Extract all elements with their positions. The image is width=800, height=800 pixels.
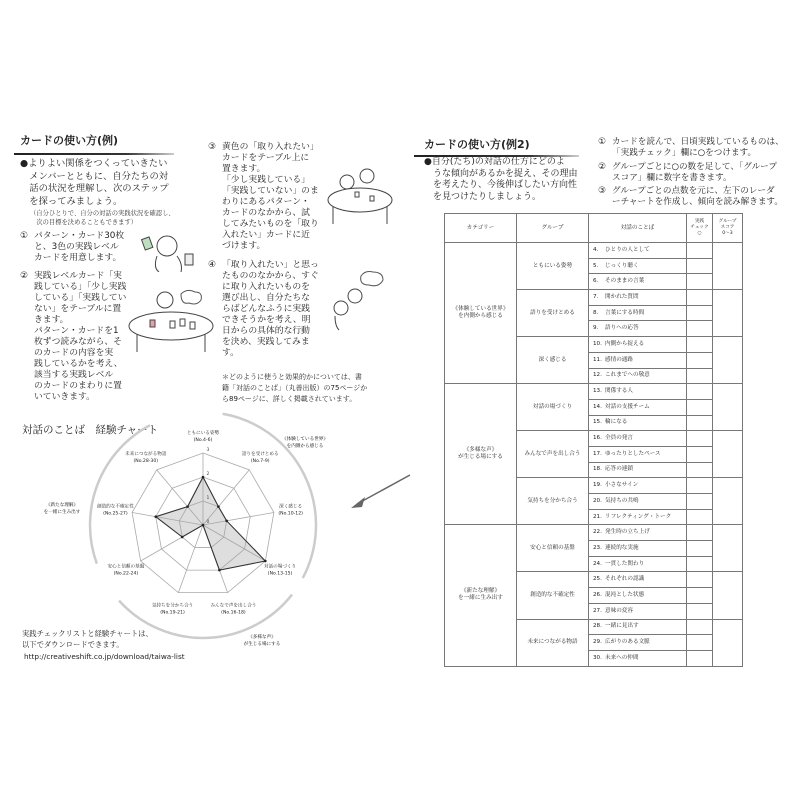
item-number: 22. [593, 529, 602, 536]
item-number: 10. [593, 340, 602, 347]
practice-check-cell[interactable] [687, 431, 713, 447]
step-4 [208, 260, 328, 359]
item-label: 小さなサイン [605, 482, 639, 489]
table-row [445, 243, 743, 259]
header-score: グループ スコア 0〜3 [713, 214, 743, 243]
word-cell [589, 635, 687, 651]
step-text: カードを読んで、日頃実践しているものは、 「実践チェック」欄に○をつけます。 [612, 137, 784, 158]
tick-label: 1 [206, 496, 210, 501]
item-label: そのままの言葉 [605, 278, 645, 285]
word-cell [589, 274, 687, 290]
left-intro-note: （自分ひとりで、自分の対話の実践状況を確認し、 次の目標を決めることもできます） [30, 210, 175, 226]
practice-check-table [444, 213, 743, 667]
category-cell: 《体験している世界》 を内側から感じる [445, 243, 517, 384]
axis-sublabel: (No.4-6) [193, 438, 213, 443]
data-point [154, 515, 157, 518]
category-label: 《新たな理解》 [45, 503, 79, 508]
left-heading: カードの使い方(例) [20, 134, 119, 147]
group-score-cell[interactable] [713, 243, 743, 290]
step-text: 黄色の「取り入れたい」 カードをテーブル上に 置きます。 「少し実践している」 「実践していない」のま わりにあるパターン・ カードのなかから、試 してみたいものを「取り 入れたい」カードに近 づけます。 [222, 142, 319, 251]
practice-check-cell[interactable] [687, 556, 713, 572]
axis-label: みんなで声を出し合う [210, 603, 257, 609]
practice-check-cell[interactable] [687, 572, 713, 588]
word-cell [589, 525, 687, 541]
item-number: 19. [593, 482, 602, 489]
practice-check-cell[interactable] [687, 305, 713, 321]
practice-check-cell[interactable] [687, 415, 713, 431]
item-number: 17. [593, 450, 602, 457]
word-cell [589, 415, 687, 431]
item-label: 意味の変容 [605, 607, 633, 614]
left-intro: ●よりよい関係をつくっていきたい メンバーとともに、自分たちの対 話の状況を理解し、次のステップ を探ってみましょう。 [20, 158, 169, 207]
right-step-1 [598, 137, 792, 159]
group-score-cell[interactable] [713, 478, 743, 525]
chart-title: 対話のことば 経験チャート [22, 424, 159, 436]
tick-label: 3 [206, 448, 210, 453]
practice-check-cell[interactable] [687, 478, 713, 494]
word-cell [589, 431, 687, 447]
step-number: ② [20, 271, 28, 281]
item-label: 広がりのある文脈 [605, 639, 650, 646]
step-number: ④ [208, 260, 216, 270]
word-cell [589, 368, 687, 384]
axis-sublabel: (No.13-15) [267, 571, 293, 577]
group-score-cell[interactable] [713, 619, 743, 666]
category-label: が生じる場にする [243, 642, 281, 647]
download-text: 実践チェックリストと経験チャートは、 以下でダウンロードできます。 [22, 629, 153, 649]
item-label: じっくり聴く [605, 262, 639, 269]
word-cell [589, 494, 687, 510]
category-arc [90, 425, 150, 563]
practice-check-cell[interactable] [687, 525, 713, 541]
right-step-3 [598, 186, 792, 208]
person-with-cards-illustration [135, 232, 210, 272]
right-heading: カードの使い方(例2) [424, 138, 530, 151]
data-point [202, 476, 205, 479]
item-number: 30. [593, 654, 602, 661]
item-number: 27. [593, 607, 602, 614]
item-label: 発生時の立ち上げ [605, 529, 650, 536]
group-cell: 対話の場づくり [517, 384, 589, 431]
header-category: カテゴリー [445, 214, 517, 243]
practice-check-cell[interactable] [687, 258, 713, 274]
group-score-cell[interactable] [713, 525, 743, 572]
item-label: ゆったりとしたペース [605, 450, 661, 457]
word-cell [589, 619, 687, 635]
item-label: 開かれた質問 [605, 293, 639, 300]
word-cell [589, 556, 687, 572]
practice-check-cell[interactable] [687, 603, 713, 619]
group-score-cell[interactable] [713, 290, 743, 337]
item-number: 23. [593, 544, 602, 551]
group-cell: 安心と信頼の基盤 [517, 525, 589, 572]
header-check: 実践 チェック ○ [687, 214, 713, 243]
item-number: 20. [593, 497, 602, 504]
group-score-cell[interactable] [713, 384, 743, 431]
data-point [217, 505, 220, 508]
item-number: 11. [593, 356, 602, 363]
step-number: ③ [208, 142, 216, 152]
item-number: 7. [593, 293, 599, 300]
radar-chart [0, 400, 410, 660]
tick-label: 2 [206, 472, 210, 477]
download-url[interactable]: http://creativeshift.co.jp/download/taiwa-list [24, 652, 185, 661]
word-cell [589, 650, 687, 666]
axis-sublabel: (No.7-9) [250, 458, 270, 464]
item-label: 連続的な実施 [605, 544, 639, 551]
group-score-cell[interactable] [713, 572, 743, 619]
item-label: これまでへの敬意 [605, 372, 650, 379]
item-label: 混沌とした状態 [605, 591, 645, 598]
group-cell: ともにいる姿勢 [517, 243, 589, 290]
item-number: 9. [593, 325, 599, 332]
word-cell [589, 352, 687, 368]
data-point [181, 536, 184, 539]
header-group: グループ [517, 214, 589, 243]
item-label: 一貫した関わり [605, 560, 645, 567]
practice-check-cell[interactable] [687, 321, 713, 337]
item-label: 内側から捉える [605, 340, 645, 347]
word-cell [589, 321, 687, 337]
step-2 [20, 271, 132, 403]
word-cell [589, 541, 687, 557]
practice-check-cell[interactable] [687, 337, 713, 353]
item-number: 12. [593, 372, 602, 379]
word-cell [589, 305, 687, 321]
item-number: 16. [593, 435, 602, 442]
header-words: 対話のことば [589, 214, 687, 243]
item-number: 15. [593, 419, 602, 426]
axis-sublabel: (No.10-12) [278, 511, 303, 517]
item-number: 13. [593, 388, 602, 395]
axis-label: 未来につながる物語 [125, 451, 167, 457]
item-number: 6. [593, 278, 599, 285]
category-cell: 《多様な声》 が生じる場にする [445, 384, 517, 525]
practice-check-cell[interactable] [687, 650, 713, 666]
item-label: 輪になる [605, 419, 628, 426]
word-cell [589, 572, 687, 588]
item-label: 言葉にする時間 [605, 309, 645, 316]
practice-check-cell[interactable] [687, 541, 713, 557]
item-label: 語りへの応答 [605, 325, 639, 332]
practice-check-cell[interactable] [687, 290, 713, 306]
table-illustration [125, 288, 215, 358]
item-label: リフレクティング・トーク [605, 513, 672, 520]
item-number: 25. [593, 576, 602, 583]
data-point [202, 524, 205, 527]
practice-check-cell[interactable] [687, 384, 713, 400]
data-point [218, 569, 221, 572]
category-cell: 《新たな理解》 を一緒に生み出す [445, 525, 517, 666]
word-cell [589, 399, 687, 415]
group-cell: 未来につながる物語 [517, 619, 589, 666]
axis-sublabel: (No.19-21) [160, 610, 185, 616]
item-number: 5. [593, 262, 599, 269]
word-cell [589, 446, 687, 462]
table-row [445, 525, 743, 541]
word-cell [589, 603, 687, 619]
practice-check-cell[interactable] [687, 243, 713, 259]
step-text: グループごとに○の数を足して、「グループ スコア」欄に数字を書きます。 [612, 162, 777, 183]
item-label: 一緒に見出す [605, 623, 639, 630]
axis-sublabel: (No.28-30) [133, 458, 159, 464]
item-label: 対話の支援チーム [605, 403, 650, 410]
category-label: 《体験している世界》 [282, 437, 328, 442]
word-cell [589, 462, 687, 478]
group-cell: 創造的な不確定性 [517, 572, 589, 619]
axis-label: 気持ちを分かち合う [151, 603, 194, 609]
item-number: 21. [593, 513, 602, 520]
item-number: 18. [593, 466, 602, 473]
word-cell [589, 509, 687, 525]
item-label: それぞれの認識 [605, 576, 645, 583]
word-cell [589, 588, 687, 604]
group-table-illustration [325, 162, 395, 227]
table-header-row [445, 214, 743, 243]
step-3 [208, 142, 328, 252]
step-text: 「取り入れたい」と思っ たもののなかから、すぐ に取り入れたいものを 選び出し、自分たちな らばどんなふうに実践 できそうかを考え、明 日からの具体的な行動 を決め、実践してみま す。 [222, 260, 319, 358]
tick-label: 0 [206, 520, 210, 525]
right-intro: ●自分(たち)の対話の仕方にどのよ うな傾向があるかを捉え、その理由 を考えたり、今後伸ばしたい方向性 を見つけたりしましょう。 [424, 157, 578, 202]
item-label: 関係する人 [605, 388, 633, 395]
step-number: ① [20, 231, 28, 241]
data-point [225, 520, 228, 523]
word-cell [589, 258, 687, 274]
axis-label: 深く感じる [279, 504, 303, 510]
practice-check-cell[interactable] [687, 446, 713, 462]
item-number: 28. [593, 623, 602, 630]
group-score-cell[interactable] [713, 431, 743, 478]
item-label: 応答の連鎖 [605, 466, 633, 473]
axis-label: 創造的な不確定性 [96, 504, 134, 510]
step-1 [20, 231, 132, 264]
data-point [264, 560, 267, 563]
table-row [445, 384, 743, 400]
practice-check-cell[interactable] [687, 274, 713, 290]
practice-check-cell[interactable] [687, 399, 713, 415]
axis-label: ともにいる姿勢 [186, 431, 220, 436]
practice-check-cell[interactable] [687, 509, 713, 525]
step-number: ② [598, 162, 606, 172]
practice-check-cell[interactable] [687, 635, 713, 651]
step-number: ① [598, 137, 606, 147]
item-label: 気持ちの共鳴 [605, 497, 639, 504]
group-cell: 気持ちを分かち合う [517, 478, 589, 525]
item-number: 14. [593, 403, 602, 410]
word-cell [589, 337, 687, 353]
axis-label: 語りを受けとめる [241, 451, 279, 457]
word-cell [589, 384, 687, 400]
item-label: 感情の通路 [605, 356, 633, 363]
practice-check-cell[interactable] [687, 352, 713, 368]
item-label: 未来への仲間 [605, 654, 639, 661]
axis-sublabel: (No.22-24) [113, 571, 139, 577]
item-number: 4. [593, 246, 599, 253]
item-label: ひとりの人として [605, 246, 650, 253]
item-number: 8. [593, 309, 599, 316]
step-number: ③ [598, 186, 606, 196]
word-cell [589, 478, 687, 494]
group-cell: 深く感じる [517, 337, 589, 384]
item-number: 24. [593, 560, 602, 567]
axis-label: 安心と信頼の基盤 [107, 564, 145, 570]
axis-sublabel: (No.25-27) [103, 511, 128, 517]
practice-check-cell[interactable] [687, 588, 713, 604]
step-text: グループごとの点数を元に、左下のレーダ ーチャートを作成し、傾向を読み解きます。 [612, 186, 783, 207]
word-cell [589, 243, 687, 259]
right-step-2 [598, 162, 792, 184]
step-text: 実践レベルカード「実 践している」「少し実践 している」「実践してい ない」をテーブルに置 きます。 パターン・カードを1 枚ずつ読みながら、そ のカードの内容を実 践しているかを考え、 該当する実践レベル のカードのまわりに置 いていきます。 [34, 271, 127, 402]
category-label: を一緒に生み出す [43, 510, 81, 515]
group-score-cell[interactable] [713, 337, 743, 384]
step-text: パターン・カード30枚 と、3色の実践レベル カードを用意します。 [34, 231, 125, 263]
category-label: 《多様な声》 [248, 635, 276, 640]
practice-check-cell[interactable] [687, 462, 713, 478]
axis-label: 対話の場づくり [263, 564, 297, 570]
arrow-icon [345, 470, 415, 515]
heading-rule [14, 153, 174, 155]
item-number: 29. [593, 639, 602, 646]
word-cell [589, 290, 687, 306]
practice-check-cell[interactable] [687, 368, 713, 384]
category-label: を内側から感じる [286, 444, 324, 449]
group-cell: みんなで声を出し合う [517, 431, 589, 478]
practice-check-cell[interactable] [687, 619, 713, 635]
thinking-people-illustration [325, 268, 390, 333]
data-point [186, 505, 189, 508]
practice-check-cell[interactable] [687, 494, 713, 510]
group-cell: 語りを受けとめる [517, 290, 589, 337]
axis-sublabel: (No.16-18) [221, 610, 246, 616]
item-label: 全員の発言 [605, 435, 633, 442]
item-number: 26. [593, 591, 602, 598]
footnote: ＊どのように使うと効果的かについては、書 籍「対話のことば」（丸善出版）の75ページか ら89ページに、詳しく掲載されています。 [222, 373, 368, 403]
